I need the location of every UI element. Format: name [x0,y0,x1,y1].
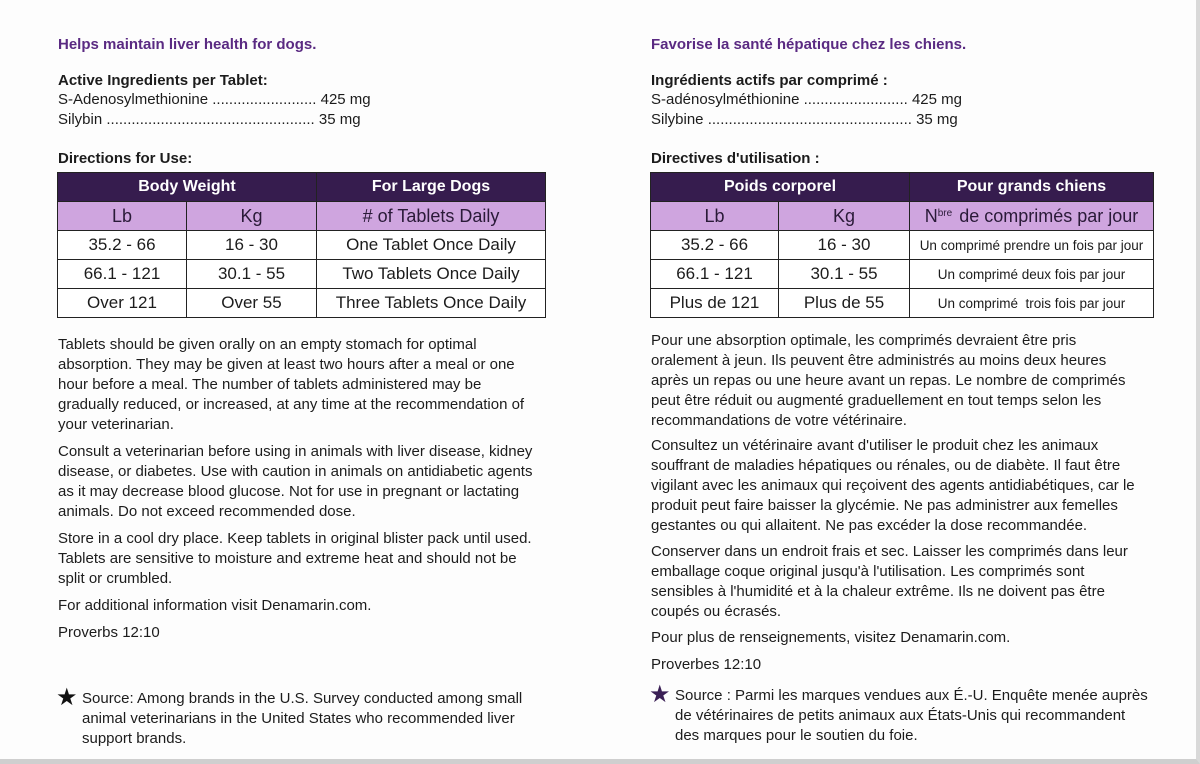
table-group-header: Pour grands chiens [910,173,1154,202]
tagline: Helps maintain liver health for dogs. [58,36,317,53]
table-cell: 30.1 - 55 [779,260,910,289]
table-cell: 35.2 - 66 [651,231,779,260]
source-text: Source : Parmi les marques vendues aux É.-U. Enquête menée auprès de vétérinaires de petits animaux aux États-Unis qui recommandent des marques pour le soutien du foie. [675,687,1148,744]
dosage-table [650,172,1154,318]
administration-paragraph: Tablets should be given orally on an empty stomach for optimal absorption. They may be given at least two hours after a meal or one hour before a meal. The number of tablets administered may be gradually reduced, or increased, at any time at the recommendation of your veterinarian. [58,336,525,433]
table-cell: 66.1 - 121 [58,260,187,289]
table-row [58,260,546,289]
storage-paragraph: Store in a cool dry place. Keep tablets in original blister pack until used. Tablets are sensitive to moisture and extreme heat and should not be split or crumbled. [58,530,532,587]
table-cell: One Tablet Once Daily [317,231,546,260]
table-column-header: Lb [651,202,779,231]
table-group-header: Body Weight [58,173,317,202]
table-cell: Over 121 [58,289,187,318]
website-paragraph: Pour plus de renseignements, visitez Denamarin.com. [651,629,1011,646]
number-abbrev: N [924,205,938,226]
table-cell: Over 55 [187,289,317,318]
table-row [58,289,546,318]
table-cell: 66.1 - 121 [651,260,779,289]
table-group-header-row [651,173,1154,202]
table-group-header: Poids corporel [651,173,910,202]
ingredients-title: Active Ingredients per Tablet: [58,72,268,89]
table-cell: Plus de 121 [651,289,779,318]
table-column-header: Lb [58,202,187,231]
source-text: Source: Among brands in the U.S. Survey conducted among small animal veterinarians in the United States who recommended liver support brands. [82,690,523,747]
table-cell: Un comprimé trois fois par jour [910,289,1154,318]
ingredient-line: S-Adenosylmethionine ......................... 425 mg [58,91,371,108]
superscript-bre: bre [937,207,953,219]
table-group-header: For Large Dogs [317,173,546,202]
ingredient-line: Silybine ................................................. 35 mg [651,111,958,128]
table-cell: Plus de 55 [779,289,910,318]
directions-title: Directions for Use: [58,150,193,167]
table-cell: 16 - 30 [187,231,317,260]
directions-title: Directives d'utilisation : [651,150,820,167]
table-cell: Un comprimé deux fois par jour [910,260,1154,289]
ingredient-line: S-adénosylméthionine ......................... 425 mg [651,91,962,108]
ingredients-title: Ingrédients actifs par comprimé : [651,72,888,89]
table-row [651,231,1154,260]
column-header-text: de comprimés par jour [954,205,1139,226]
tagline: Favorise la santé hépatique chez les chiens. [651,36,967,53]
table-column-header: Kg [187,202,317,231]
table-cell: Two Tablets Once Daily [317,260,546,289]
ingredient-line: Silybin .................................................. 35 mg [58,111,361,128]
source-footnote [649,681,1150,746]
table-column-header [910,202,1154,231]
warning-paragraph: Consultez un vétérinaire avant d'utiliser le produit chez les animaux souffrant de maladies hépatiques ou rénales, ou de diabète. Il faut être vigilant avec les animaux qui reçoivent des agents antidiabétiques, car le produit peut faire baisser la glycémie. Ne pas administrer aux femelles gestantes ou qui allaitent. Ne pas excéder la dose recommandée. [651,437,1135,534]
storage-paragraph: Conserver dans un endroit frais et sec. Laisser les comprimés dans leur emballage coque original jusqu'à l'utilisation. Les comprimés sont sensibles à l'humidité et à la chaleur extrême. Ils ne doivent pas être coupés ou écrasés. [651,543,1128,620]
warning-paragraph: Consult a veterinarian before using in animals with liver disease, kidney disease, or diabetes. Use with caution in animals on antidiabetic agents as it may decrease blood glucose. Not for use in pregnant or lactating animals. Do not exceed recommended dose. [58,443,533,520]
source-footnote [56,684,544,749]
table-cell: Un comprimé prendre un fois par jour [910,231,1154,260]
dosage-table [57,172,546,318]
table-cell: 16 - 30 [779,231,910,260]
table-cell: Three Tablets Once Daily [317,289,546,318]
table-group-header-row [58,173,546,202]
table-cell: 30.1 - 55 [187,260,317,289]
proverbs-reference: Proverbs 12:10 [58,624,160,641]
table-column-header-row [651,202,1154,231]
star-icon: ★ [56,684,78,711]
table-column-header-row [58,202,546,231]
table-row [651,289,1154,318]
website-paragraph: For additional information visit Denamarin.com. [58,597,372,614]
table-column-header: Kg [779,202,910,231]
proverbs-reference: Proverbes 12:10 [651,656,762,673]
table-row [651,260,1154,289]
star-icon: ★ [649,681,671,708]
administration-paragraph: Pour une absorption optimale, les comprimés devraient être pris oralement à jeun. Ils peuvent être administrés au moins deux heures après un repas ou une heure avant un repas. Le nombre de comprimés peut être réduit ou augmenté graduellement en tout temps selon les recommandations de votre vétérinaire. [651,332,1126,429]
table-column-header: # of Tablets Daily [317,202,546,231]
table-row [58,231,546,260]
table-cell: 35.2 - 66 [58,231,187,260]
